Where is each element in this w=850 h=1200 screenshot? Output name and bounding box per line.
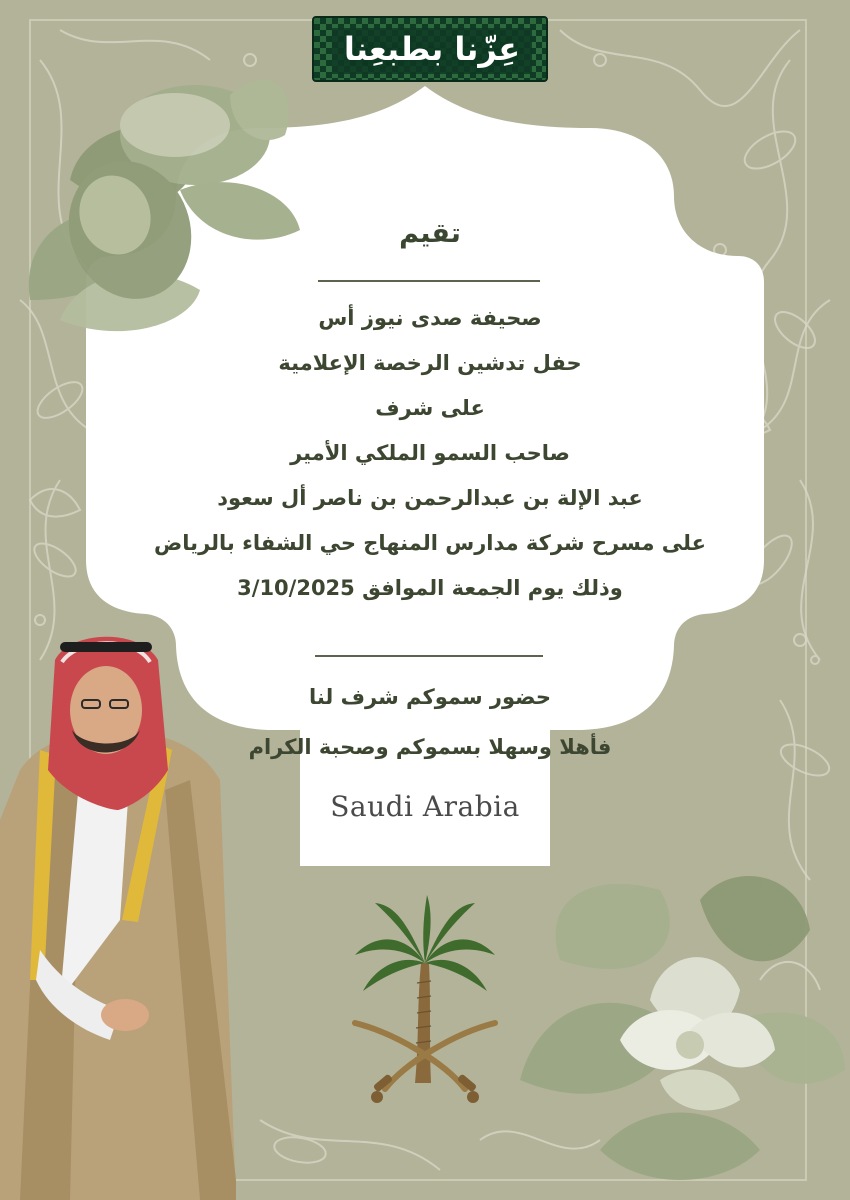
body-line: على مسرح شركة مدارس المنهاج حي الشفاء بالرياض — [154, 531, 706, 555]
body-line: على شرف — [375, 396, 485, 420]
invitation-body — [110, 296, 750, 611]
slogan-text: عِزّنا بطبعِنا — [343, 30, 521, 68]
title-divider — [318, 280, 540, 282]
closing-divider — [315, 655, 543, 657]
body-line: حفل تدشين الرخصة الإعلامية — [278, 351, 582, 375]
country-label: Saudi Arabia — [330, 790, 520, 823]
closing-line: فأهلا وسهلا بسموكم وصحبة الكرام — [248, 735, 612, 759]
body-line: عبد الإلة بن عبدالرحمن بن ناصر أل سعود — [217, 486, 643, 510]
saudi-palm-swords-emblem-icon — [345, 893, 505, 1105]
body-line: صحيفة صدى نيوز أس — [318, 306, 542, 330]
body-line: صاحب السمو الملكي الأمير — [290, 441, 570, 465]
closing-message — [150, 672, 710, 772]
closing-line: حضور سموكم شرف لنا — [308, 685, 552, 709]
invitation-title: تقيم — [399, 218, 461, 249]
body-line: وذلك يوم الجمعة الموافق 3/10/2025 — [237, 576, 623, 600]
slogan-badge — [312, 16, 548, 82]
